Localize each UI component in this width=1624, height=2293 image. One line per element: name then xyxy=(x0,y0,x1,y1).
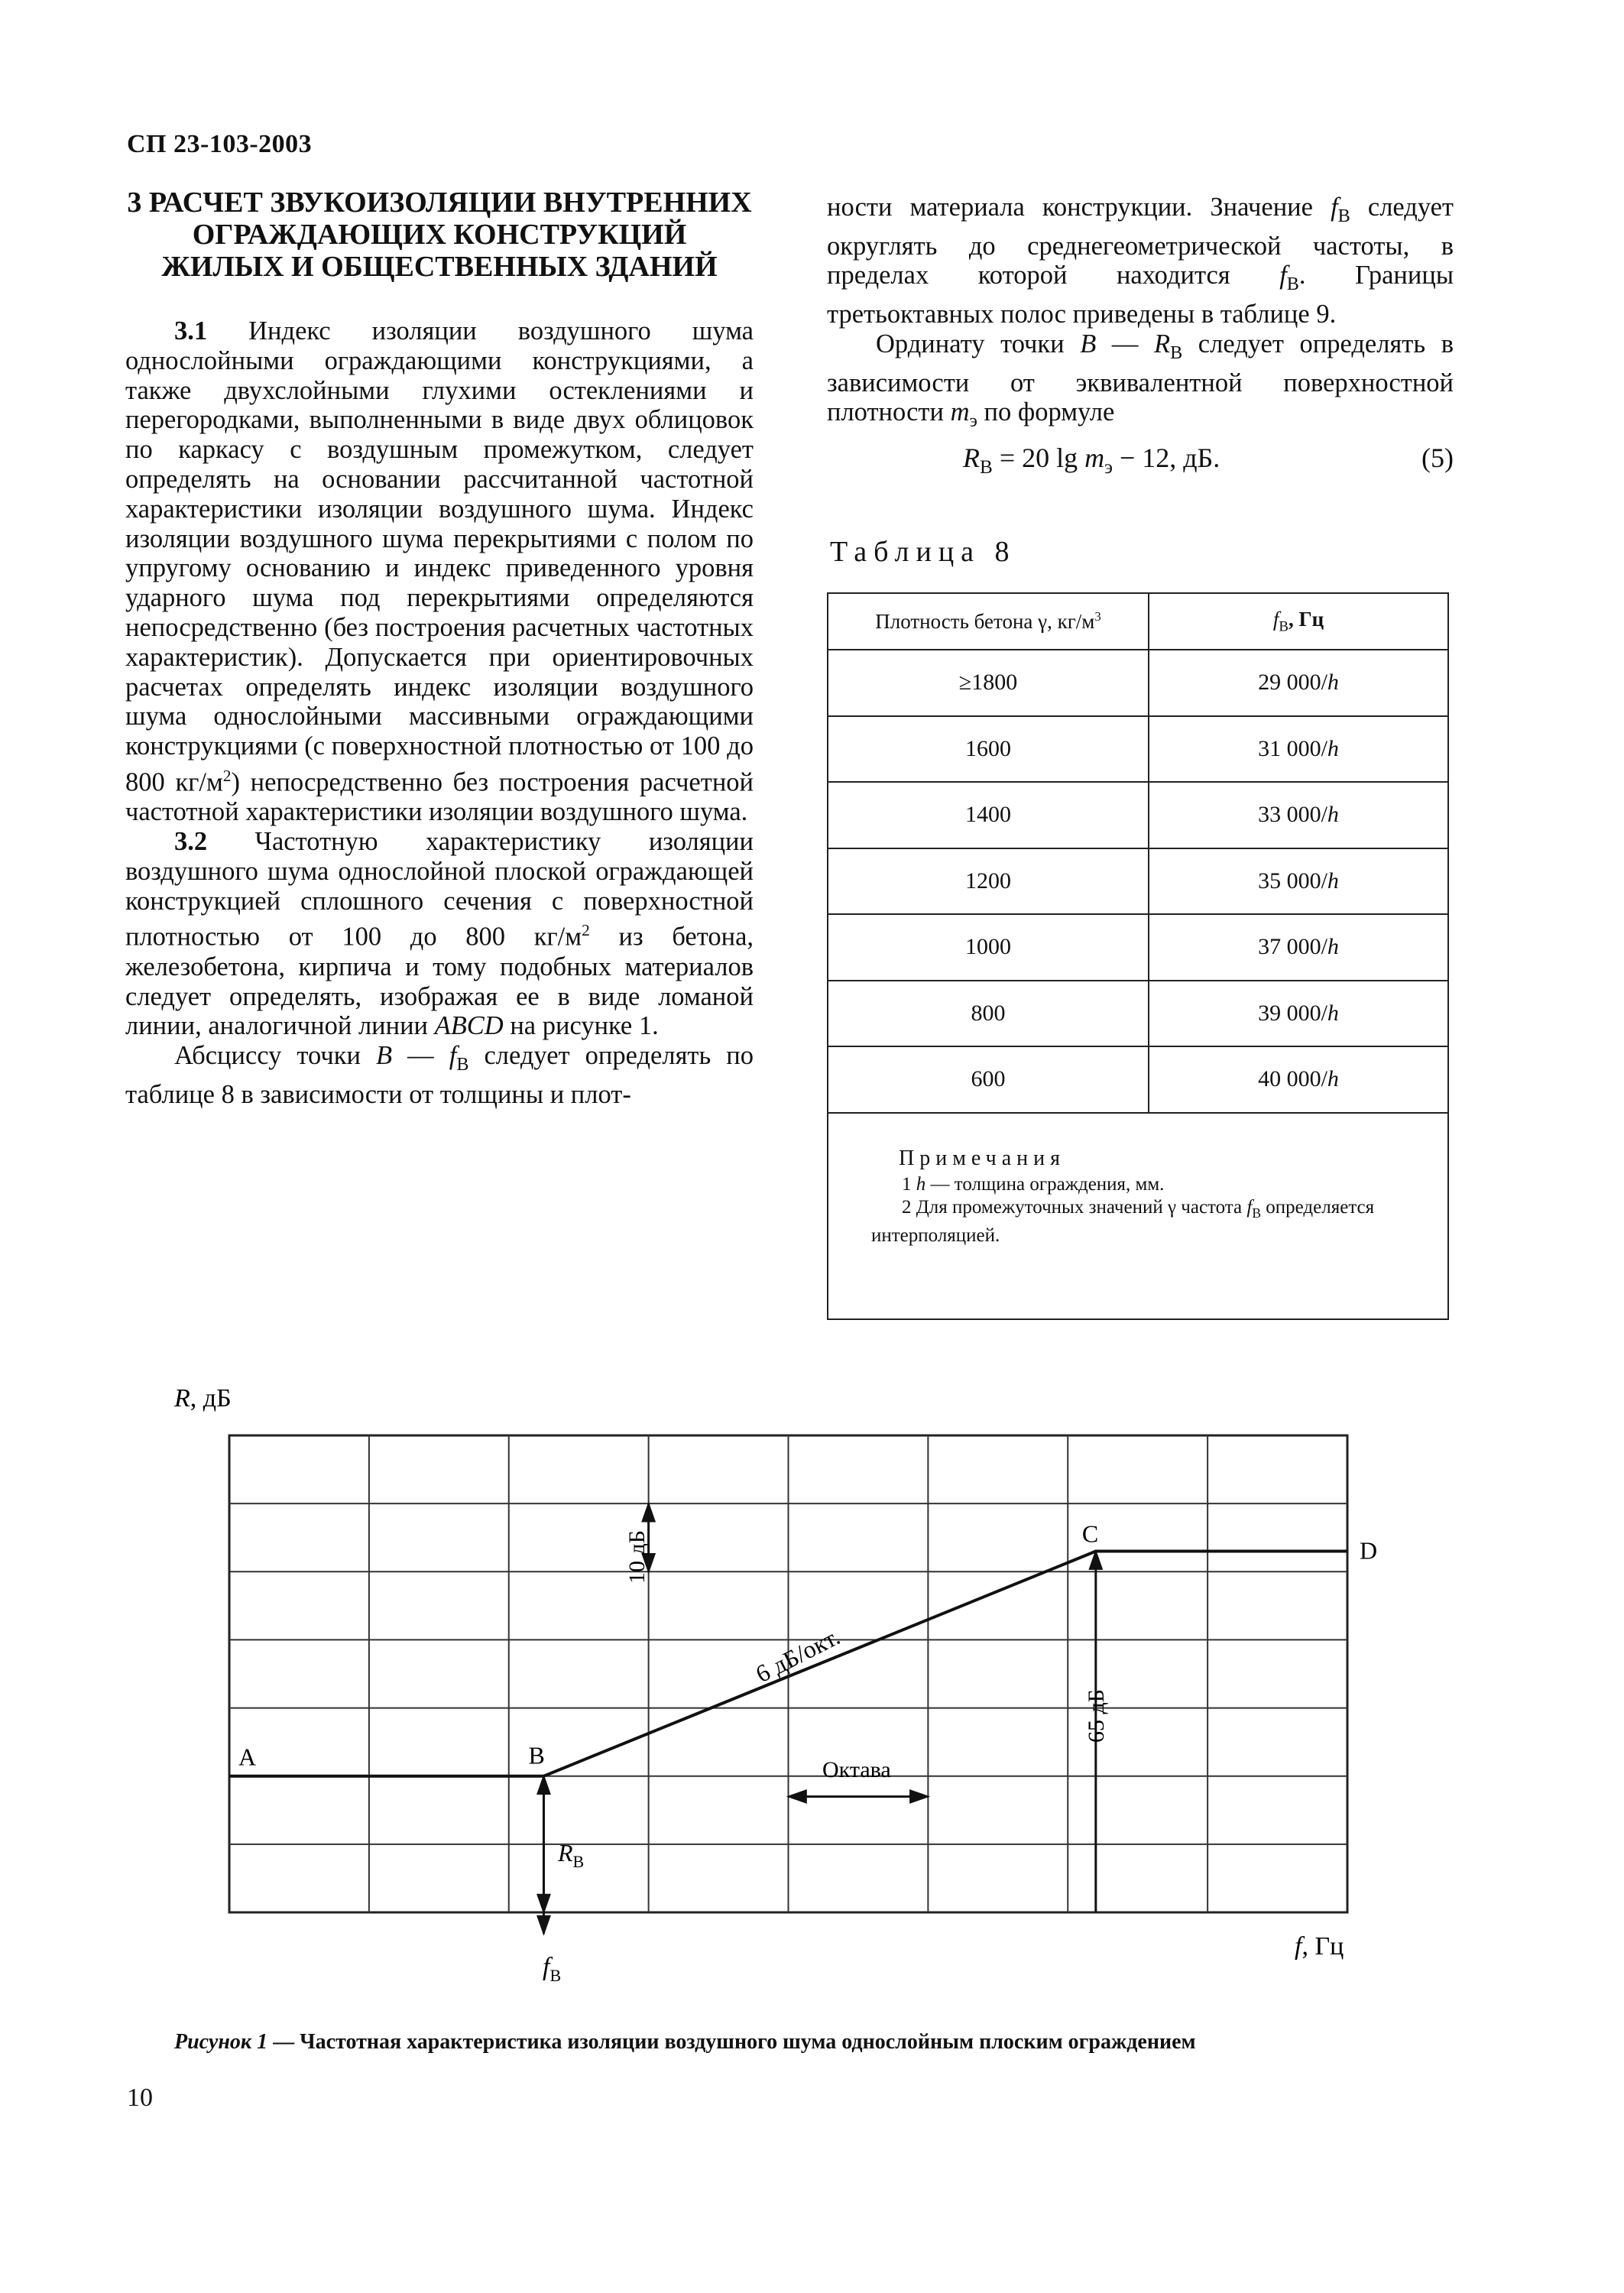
header-density: Плотность бетона γ, $кг/м^3$ xyxy=(828,593,1149,650)
formula-expression: $R_B = 20$ $\lg m_э - 12$, дБ. xyxy=(963,443,1220,478)
point-label-d: D xyxy=(1360,1536,1378,1565)
document-code: СП 23-103-2003 xyxy=(127,130,313,158)
cell-frequency: 39 000/h xyxy=(1149,981,1448,1047)
section-title-line: ОГРАЖДАЮЩИХ КОНСТРУКЦИЙ xyxy=(192,219,687,251)
y-axis-label: R, дБ xyxy=(174,1384,232,1412)
point-label-b: B xyxy=(528,1741,545,1769)
paragraph-continued: ности материала конструкции. Значение $f_B$ следует округлять до среднегеометрической частоты, в пределах которой находится $f_B$. Границы третьоктавных полос приведены в таблице 9. xyxy=(827,193,1454,329)
cell-frequency: 40 000/h xyxy=(1149,1046,1448,1113)
formula-number: (5) xyxy=(1421,443,1454,473)
clause-number: 3.1 xyxy=(174,316,208,345)
paragraph-abscissa: Абсциссу точки B — $f_B$ следует определять по таблице 8 в зависимости от толщины и плот- xyxy=(125,1041,754,1109)
cell-frequency: 33 000/h xyxy=(1149,782,1448,848)
figure-caption: Рисунок 1 — Частотная характеристика изоляции воздушного шума однослойным плоским ограждением xyxy=(174,2030,1196,2054)
octave-label: Октава xyxy=(822,1757,891,1782)
cell-density: ≥1800 xyxy=(828,650,1149,716)
table-caption: Таблица 8 xyxy=(830,536,1016,568)
notes-title: Примечания xyxy=(899,1146,1066,1170)
section-title-line: ЖИЛЫХ И ОБЩЕСТВЕННЫХ ЗДАНИЙ xyxy=(161,251,718,283)
note-1: 1 h — толщина ограждения, мм. xyxy=(902,1173,1165,1195)
grid-step-label: 10 дБ xyxy=(624,1530,650,1584)
header-frequency: $f_B$, Гц xyxy=(1149,593,1448,650)
cell-density: 1000 xyxy=(828,914,1149,981)
cell-frequency: 37 000/h xyxy=(1149,914,1448,981)
cell-frequency: 29 000/h xyxy=(1149,650,1448,716)
paragraph-3-1: 3.1 Индекс изоляции воздушного шума однослойными ограждающими конструкциями, а также двухслойными глухими остеклениями и перегородками, выполненными в виде двух облицовок по каркасу с воздушным промежутком, следует определять на основании рассчитанной частотной характеристики изоляции воздушного шума. Индекс изоляции воздушного шума перекрытиями с полом по упругому основанию и индекс приведенного уровня ударного шума под перекрытиями определяются непосредственно (без построения расчетных частотных характеристик). Допускается при ориентировочных расчетах определять индекс изоляции воздушного шума однослойными массивными ограждающими конструкциями (с поверхностной плотностью от 100 до 800 $кг/м^2$) непосредственно без построения расчетной частотной характеристики изоляции воздушного шума. xyxy=(125,316,754,827)
clause-number: 3.2 xyxy=(174,827,208,857)
rise-label: 65 дБ xyxy=(1084,1689,1109,1743)
page-number: 10 xyxy=(127,2084,153,2112)
slope-label: 6 дБ/окт. xyxy=(750,1622,844,1688)
fb-label: $f_B$ xyxy=(543,1953,562,1985)
paragraph-ordinate: Ординату точки B — $R_B$ следует определять в зависимости от эквивалентной поверхностной плотности $m_э$ по формуле xyxy=(827,329,1454,432)
x-axis-label: f, Гц xyxy=(1295,1932,1344,1961)
cell-density: 600 xyxy=(828,1046,1149,1113)
cell-density: 1200 xyxy=(828,848,1149,915)
cell-density: 1600 xyxy=(828,716,1149,783)
note-2: 2 Для промежуточных значений γ частота $f_B$ определяется интерполяцией. xyxy=(871,1196,1375,1246)
point-label-c: C xyxy=(1081,1519,1099,1548)
cell-frequency: 31 000/h xyxy=(1149,716,1448,783)
cell-density: 1400 xyxy=(828,782,1149,848)
cell-density: 800 xyxy=(828,981,1149,1047)
cell-frequency: 35 000/h xyxy=(1149,848,1448,915)
paragraph-3-2: 3.2 Частотную характеристику изоляции воздушного шума однослойной плоской ограждающей конструкцией сплошного сечения с поверхностной плотностью от 100 до 800 $кг/м^2$ из бетона, железобетона, кирпича и тому подобных материалов следует определять, изображая ее в виде ломаной линии, аналогичной линии ABCD на рисунке 1. xyxy=(125,827,754,1041)
section-title-line: 3 РАСЧЕТ ЗВУКОИЗОЛЯЦИИ ВНУТРЕННИХ xyxy=(127,186,752,219)
point-label-a: A xyxy=(238,1743,257,1771)
rb-label: $R_B$ xyxy=(558,1839,585,1871)
